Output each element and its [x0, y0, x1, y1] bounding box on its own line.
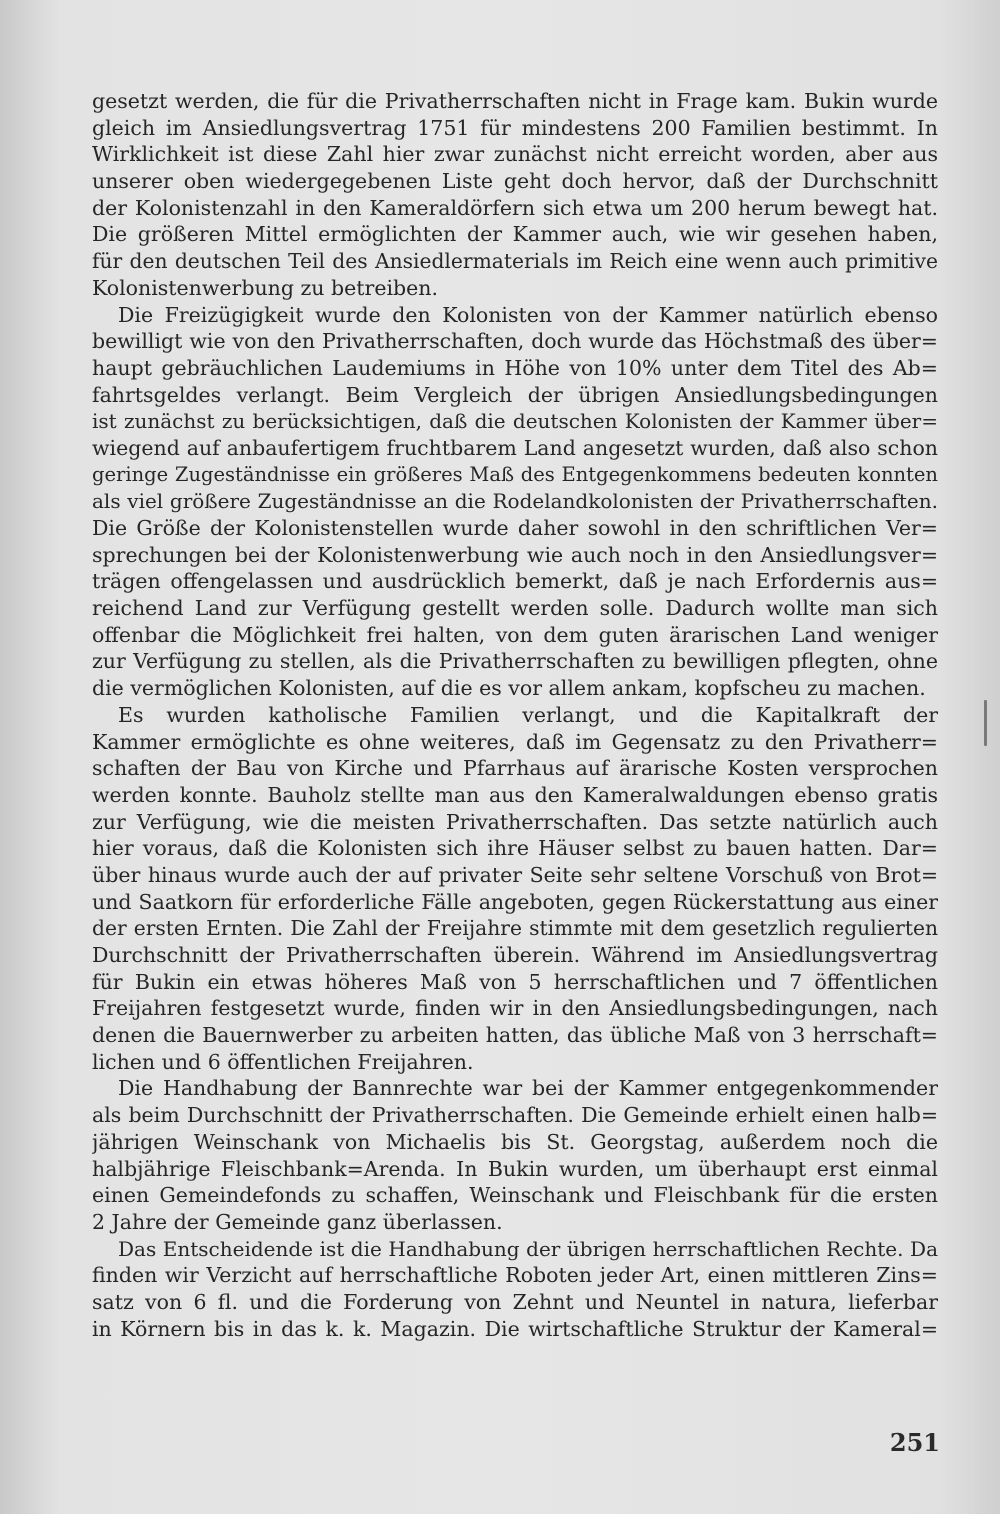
text-line: halbjährige Fleischbank=Arenda. In Bukin wurden, um überhaupt erst einmal — [92, 1156, 938, 1181]
text-line: Die Freizügigkeit wurde den Kolonisten von der Kammer natürlich ebenso — [118, 302, 938, 327]
text-line: Wirklichkeit ist diese Zahl hier zwar zunächst nicht erreicht worden, aber aus — [92, 142, 938, 167]
text-line: zur Verfügung, wie die meisten Privatherrschaften. Das setzte natürlich auch — [92, 809, 938, 834]
text-line: und Saatkorn für erforderliche Fälle angeboten, gegen Rückerstattung aus einer — [92, 889, 938, 914]
text-line: Die Handhabung der Bannrechte war bei der Kammer entgegenkommender — [118, 1076, 938, 1101]
text-line: finden wir Verzicht auf herrschaftliche Roboten jeder Art, einen mittleren Zins= — [92, 1263, 938, 1288]
text-line: als beim Durchschnitt der Privatherrschaften. Die Gemeinde erhielt einen halb= — [92, 1103, 938, 1128]
text-line: 2 Jahre der Gemeinde ganz überlassen. — [92, 1209, 503, 1234]
text-line: werden konnte. Bauholz stellte man aus den Kameralwaldungen ebenso gratis — [92, 782, 938, 807]
page-number: 251 — [889, 1428, 940, 1457]
text-line: einen Gemeindefonds zu schaffen, Weinschank und Fleischbank für die ersten — [92, 1183, 938, 1208]
text-line: bewilligt wie von den Privatherrschaften, doch wurde das Höchstmaß des über= — [92, 329, 938, 354]
text-line: für den deutschen Teil des Ansiedlermaterials im Reich eine wenn auch primitive — [92, 249, 938, 274]
text-line: fahrtsgeldes verlangt. Beim Vergleich der übrigen Ansiedlungsbedingungen — [92, 382, 938, 407]
text-line: trägen offengelassen und ausdrücklich bemerkt, daß je nach Erfordernis aus= — [92, 569, 938, 594]
text-line: als viel größere Zugeständnisse an die Rodelandkolonisten der Privatherrschaften. — [92, 489, 938, 514]
text-line: jährigen Weinschank von Michaelis bis St. Georgstag, außerdem noch die — [92, 1129, 938, 1154]
text-line: Kammer ermöglichte es ohne weiteres, daß im Gegensatz zu den Privatherr= — [92, 729, 938, 754]
text-line: satz von 6 fl. und die Forderung von Zehnt und Neuntel in natura, lieferbar — [92, 1289, 938, 1314]
text-line: denen die Bauernwerber zu arbeiten hatten, das übliche Maß von 3 herrschaft= — [92, 1023, 938, 1048]
text-line: Die größeren Mittel ermöglichten der Kammer auch, wie wir gesehen haben, — [92, 222, 938, 247]
text-line: unserer oben wiedergegebenen Liste geht doch hervor, daß der Durchschnitt — [92, 169, 938, 194]
text-line: ist zunächst zu berücksichtigen, daß die deutschen Kolonisten der Kammer über= — [92, 409, 938, 434]
text-line: schaften der Bau von Kirche und Pfarrhaus auf ärarische Kosten versprochen — [92, 756, 938, 781]
text-line: Es wurden katholische Familien verlangt, und die Kapitalkraft der — [118, 702, 938, 727]
text-line: für Bukin ein etwas höheres Maß von 5 herrschaftlichen und 7 öffentlichen — [92, 969, 938, 994]
text-line: wiegend auf anbaufertigem fruchtbarem Land angesetzt wurden, daß also schon — [92, 435, 938, 460]
text-line: Das Entscheidende ist die Handhabung der übrigen herrschaftlichen Rechte. Da — [118, 1236, 938, 1261]
text-line: Freijahren festgesetzt wurde, finden wir in den Ansiedlungsbedingungen, nach — [92, 996, 938, 1021]
text-line: haupt gebräuchlichen Laudemiums in Höhe von 10% unter dem Titel des Ab= — [92, 355, 938, 380]
scan-edge-mark — [984, 700, 987, 746]
text-line: Die Größe der Kolonistenstellen wurde daher sowohl in den schriftlichen Ver= — [92, 516, 938, 540]
text-line: die vermöglichen Kolonisten, auf die es vor allem ankam, kopfscheu zu machen. — [92, 676, 926, 701]
text-line: offenbar die Möglichkeit frei halten, von dem guten ärarischen Land weniger — [92, 622, 938, 647]
text-line: in Körnern bis in das k. k. Magazin. Die wirtschaftliche Struktur der Kameral= — [92, 1316, 938, 1341]
text-line: Durchschnitt der Privatherrschaften überein. Während im Ansiedlungsvertrag — [92, 943, 938, 967]
text-line: über hinaus wurde auch der auf privater Seite sehr seltene Vorschuß von Brot= — [92, 862, 938, 887]
text-line: gesetzt werden, die für die Privatherrschaften nicht in Frage kam. Bukin wurde — [92, 89, 938, 113]
text-line: Kolonistenwerbung zu betreiben. — [92, 275, 438, 300]
text-line: der Kolonistenzahl in den Kameraldörfern sich etwa um 200 herum bewegt hat. — [92, 195, 938, 220]
text-line: lichen und 6 öffentlichen Freijahren. — [92, 1049, 474, 1074]
text-line: zur Verfügung zu stellen, als die Privatherrschaften zu bewilligen pflegten, ohne — [92, 649, 938, 674]
text-line: gleich im Ansiedlungsvertrag 1751 für mindestens 200 Familien bestimmt. In — [92, 115, 938, 140]
body-text — [92, 88, 938, 1342]
text-line: reichend Land zur Verfügung gestellt werden solle. Dadurch wollte man sich — [92, 596, 938, 621]
text-line: sprechungen bei der Kolonistenwerbung wie auch noch in den Ansiedlungsver= — [92, 542, 938, 567]
text-line: hier voraus, daß die Kolonisten sich ihre Häuser selbst zu bauen hatten. Dar= — [92, 836, 938, 861]
text-line: der ersten Ernten. Die Zahl der Freijahre stimmte mit dem gesetzlich regulierten — [92, 916, 938, 941]
text-line: geringe Zugeständnisse ein größeres Maß des Entgegenkommens bedeuten konnten — [92, 462, 938, 486]
